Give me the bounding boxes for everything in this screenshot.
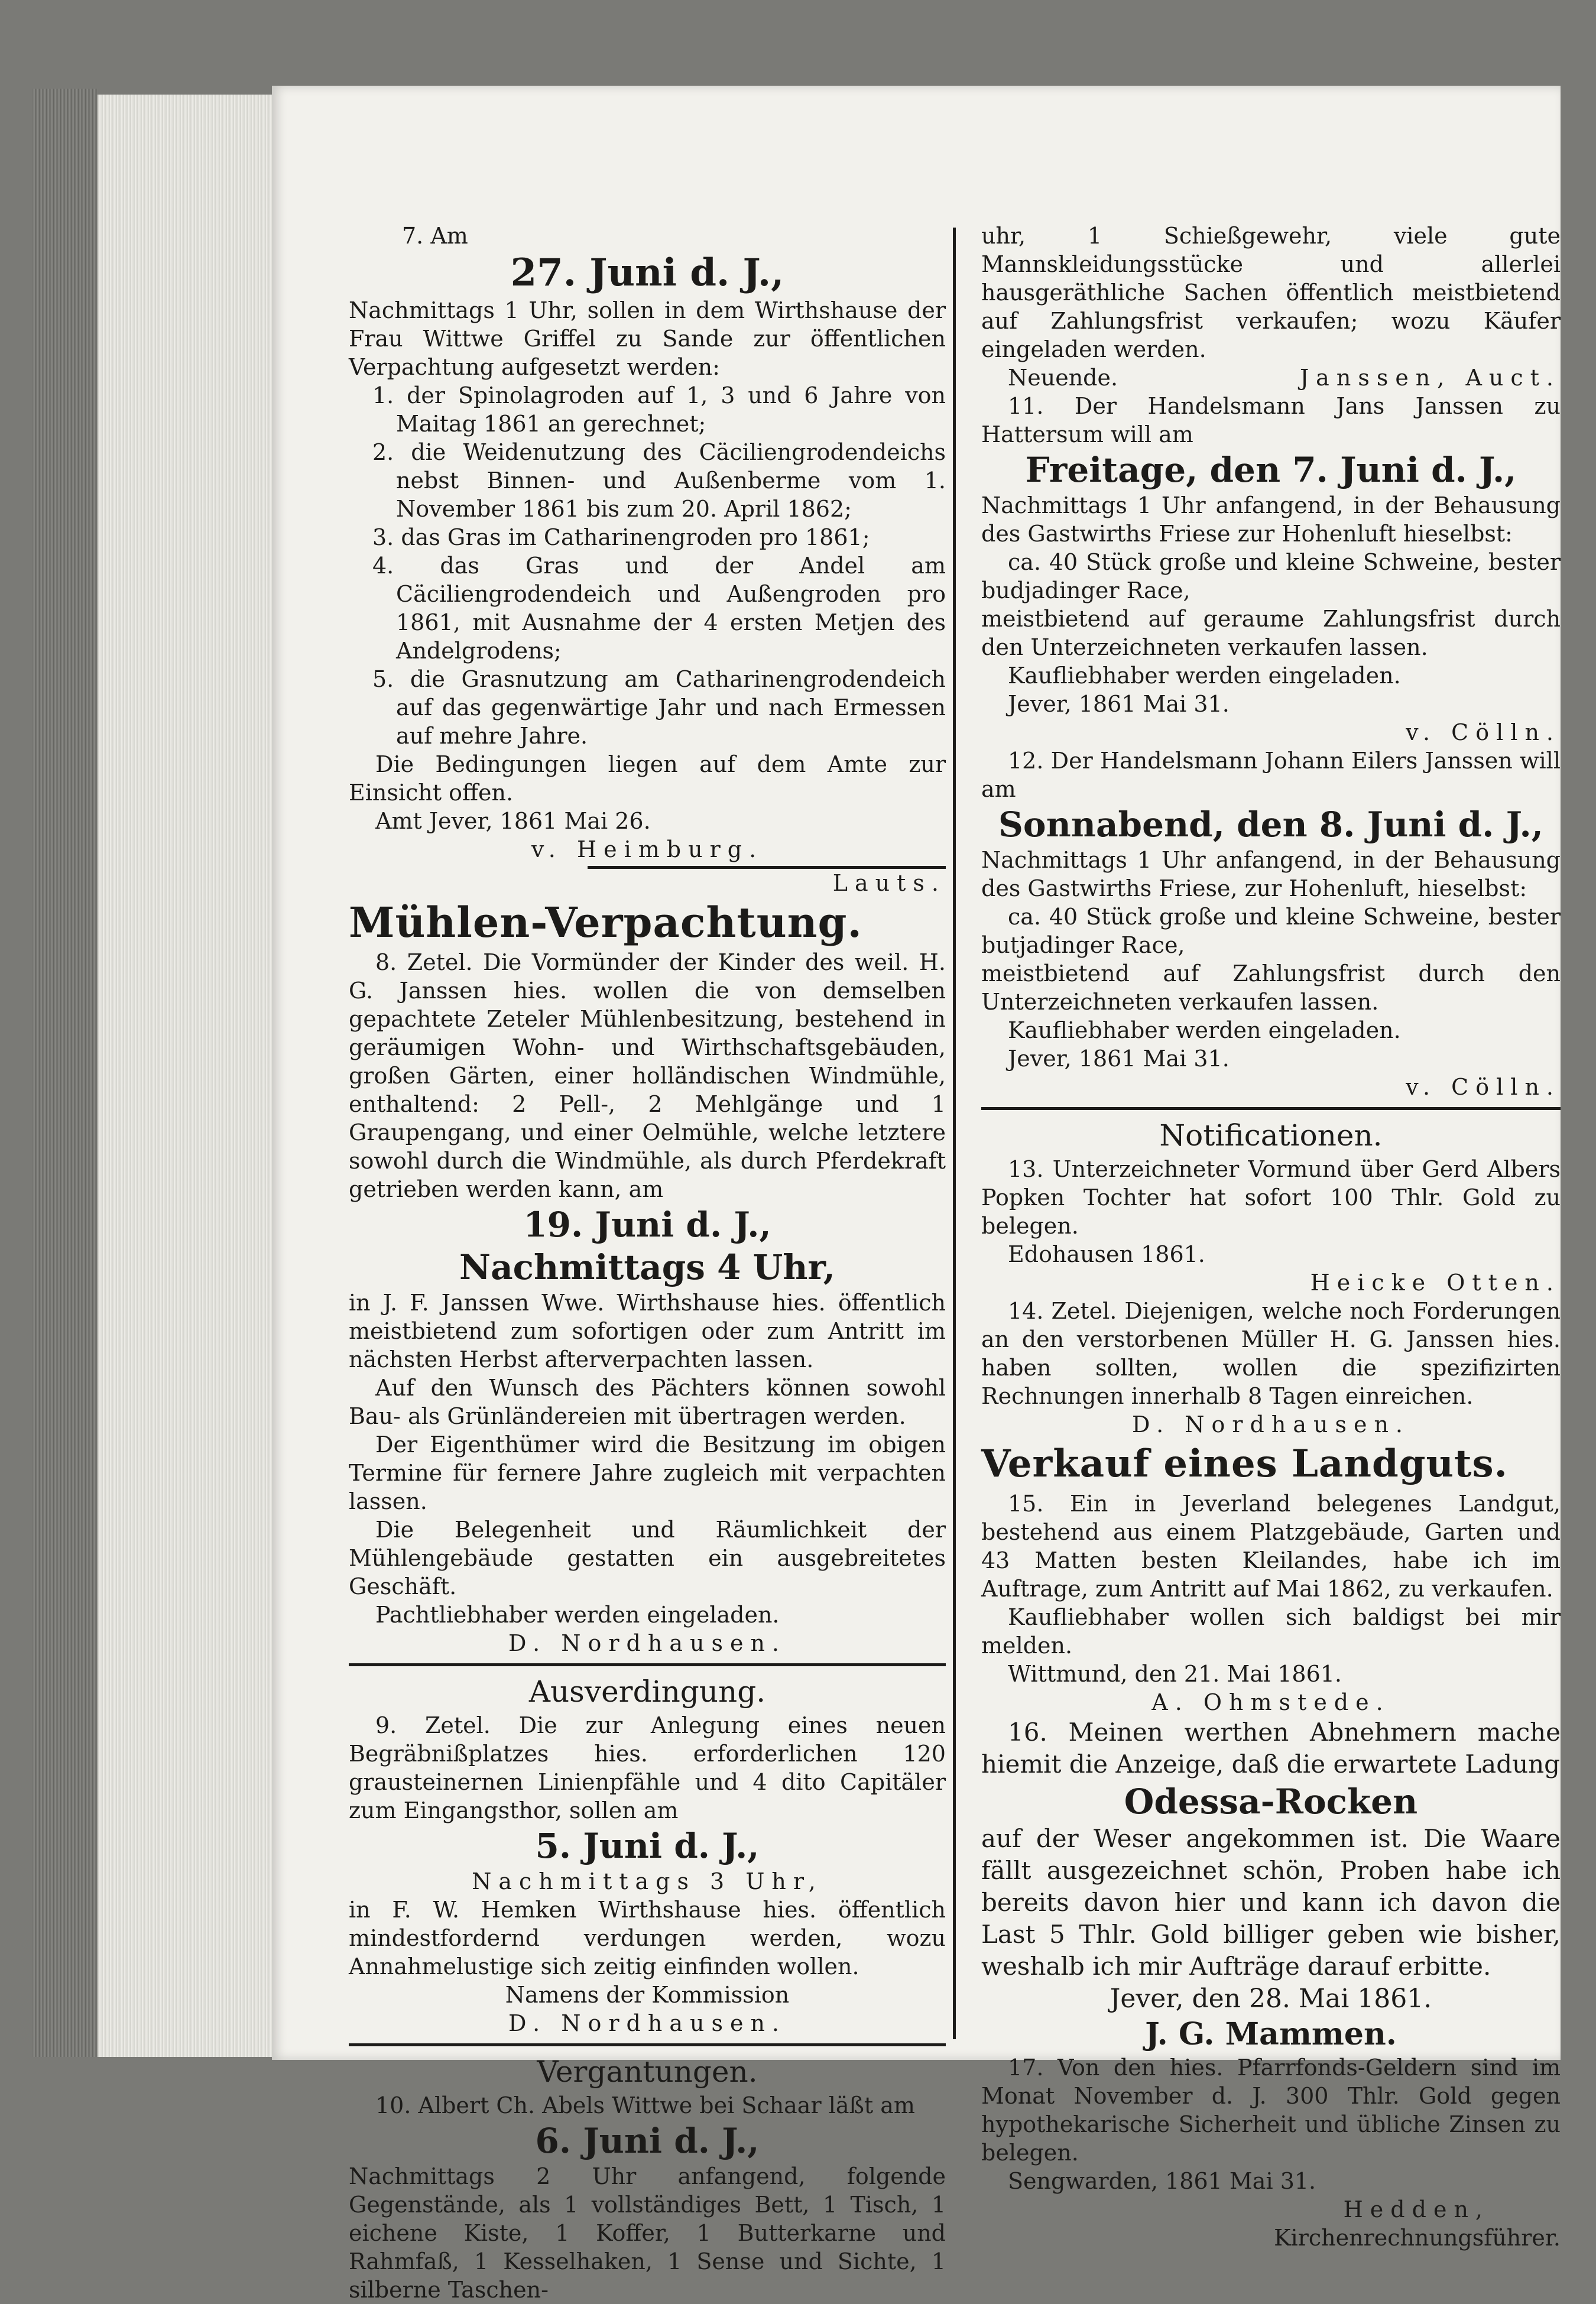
notice-10-date: 6. Juni d. J., bbox=[535, 2121, 760, 2161]
notice-16-signature: J. G. Mammen. bbox=[1145, 2016, 1397, 2052]
notice-12-text: meistbietend auf Zahlungsfrist durch den Unterzeichneten verkaufen lassen. bbox=[981, 960, 1561, 1015]
notice-13-place: Edohausen 1861. bbox=[1008, 1241, 1205, 1267]
notice-8-signature: D. Nordhausen. bbox=[508, 1630, 787, 1656]
notice-7-number: 7. Am bbox=[402, 223, 468, 249]
notice-7-item: 4. das Gras und der Andel am Cäciliengrodendeich und Außengroden pro 1861, mit Ausnahme der 4 ersten Metjen des Andelgrodens; bbox=[372, 553, 946, 664]
notice-11-item: ca. 40 Stück große und kleine Schweine, bester budjadinger Race, bbox=[981, 549, 1561, 603]
notice-15-place: Wittmund, den 21. Mai 1861. bbox=[1008, 1661, 1342, 1687]
notice-11-text: Kaufliebhaber werden eingeladen. bbox=[1008, 663, 1401, 689]
notice-7-item: 3. das Gras im Catharinengroden pro 1861; bbox=[372, 524, 870, 550]
book-cover bbox=[33, 89, 98, 2057]
notice-7-place: Amt Jever, 1861 Mai 26. bbox=[375, 808, 651, 834]
notice-9-heading: Ausverdingung. bbox=[528, 1675, 766, 1709]
left-column bbox=[349, 222, 946, 2304]
notice-7-item: 2. die Weidenutzung des Cäciliengrodendeichs nebst Binnen- und Außenberme vom 1. November 1861 bis zum 20. April 1862; bbox=[372, 439, 946, 522]
notice-11-place: Jever, 1861 Mai 31. bbox=[1008, 691, 1230, 717]
divider bbox=[981, 1107, 1561, 1110]
notice-9-signature: Namens der Kommission bbox=[505, 1982, 790, 2008]
notice-14-text: 14. Zetel. Diejenigen, welche noch Forderungen an den verstorbenen Müller H. G. Janssen hies. haben sollten, wollen die spezifizirten Rechnungen innerhalb 8 Tagen einreichen. bbox=[981, 1298, 1561, 1409]
notice-8-heading: Mühlen-Verpachtung. bbox=[349, 898, 862, 947]
notice-8-text: Die Belegenheit und Räumlichkeit der Mühlengebäude gestatten ein ausgebreitetes Geschäft. bbox=[349, 1517, 946, 1599]
notice-15-signature: A. Ohmstede. bbox=[1151, 1689, 1390, 1715]
notice-16-text: 16. Meinen werthen Abnehmern mache hiemit die Anzeige, daß die erwartete Ladung bbox=[981, 1718, 1561, 1779]
notice-8-text: 8. Zetel. Die Vormünder der Kinder des weil. H. G. Janssen hies. wollen die von demselben gepachtete Zeteler Mühlenbesitzung, bestehend in geräumigen Wohn- und Wirthschaftsgebäuden, großen Gärten, einer holländischen Windmühle, enthaltend: 2 Pell-, 2 Mehlgänge und 1 Graupengang, und einer Oelmühle, welche letztere sowohl durch die Windmühle, als durch Pferdekraft getrieben werden kann, am bbox=[349, 949, 946, 1202]
notice-17-place: Sengwarden, 1861 Mai 31. bbox=[1008, 2168, 1316, 2194]
right-column bbox=[981, 222, 1561, 2252]
notice-8-text: Pachtliebhaber werden eingeladen. bbox=[375, 1602, 780, 1628]
notice-9-date: 5. Juni d. J., bbox=[535, 1826, 760, 1866]
notice-12-text: Kaufliebhaber werden eingeladen. bbox=[1008, 1017, 1401, 1043]
divider bbox=[349, 2043, 946, 2046]
notice-9-signature-2: D. Nordhausen. bbox=[508, 2010, 787, 2036]
notice-7-item: 1. der Spinolagroden auf 1, 3 und 6 Jahre von Maitag 1861 an gerechnet; bbox=[372, 382, 946, 437]
notice-10-place bbox=[981, 364, 1561, 392]
notice-12-signature: v. Cölln. bbox=[1406, 1074, 1561, 1100]
notice-11-text: 11. Der Handelsmann Jans Janssen zu Hattersum will am bbox=[981, 393, 1561, 447]
notice-13-text: 13. Unterzeichneter Vormund über Gerd Albers Popken Tochter hat sofort 100 Thlr. Gold zu belegen. bbox=[981, 1156, 1561, 1239]
notice-10-continued: uhr, 1 Schießgewehr, viele gute Mannskleidungsstücke und allerlei hausgeräthliche Sachen öffentlich meistbietend auf Zahlungsfrist verkaufen; wozu Käufer eingeladen werden. bbox=[981, 223, 1561, 362]
notice-11-signature: v. Cölln. bbox=[1406, 719, 1561, 745]
notice-10-heading: Vergantungen. bbox=[537, 2055, 758, 2089]
notice-14-signature: D. Nordhausen. bbox=[1131, 1411, 1410, 1437]
notice-12-text: 12. Der Handelsmann Johann Eilers Janssen will am bbox=[981, 748, 1561, 802]
divider bbox=[349, 1663, 946, 1666]
notice-11-text: Nachmittags 1 Uhr anfangend, in der Behausung des Gastwirths Friese zur Hohenluft hieselbst: bbox=[981, 492, 1561, 547]
column-divider bbox=[953, 228, 956, 2039]
notice-11-text: meistbietend auf geraume Zahlungsfrist durch den Unterzeichneten verkaufen lassen. bbox=[981, 606, 1561, 660]
notice-12-item: ca. 40 Stück große und kleine Schweine, bester butjadinger Race, bbox=[981, 904, 1561, 958]
notice-7-conditions: Die Bedingungen liegen auf dem Amte zur Einsicht offen. bbox=[349, 751, 946, 806]
notice-8-time: Nachmittags 4 Uhr, bbox=[459, 1247, 835, 1287]
notice-9-text: 9. Zetel. Die zur Anlegung eines neuen Begräbnißplatzes hies. erforderlichen 120 grausteinernen Linienpfähle und 4 dito Capitäler zum Eingangsthor, sollen am bbox=[349, 1712, 946, 1823]
notice-13-signature: Heicke Otten. bbox=[1310, 1270, 1561, 1296]
notice-8-text: in J. F. Janssen Wwe. Wirthshause hies. öffentlich meistbietend zum sofortigen oder zum Antritt im nächsten Herbst afterverpachten lassen. bbox=[349, 1290, 946, 1372]
notice-16-place: Jever, den 28. Mai 1861. bbox=[1110, 1984, 1432, 2014]
notice-9-time: Nachmittags 3 Uhr, bbox=[472, 1868, 823, 1894]
notice-7-signature-2: Lauts. bbox=[832, 870, 946, 896]
notice-8-date: 19. Juni d. J., bbox=[523, 1205, 771, 1245]
notice-12-place: Jever, 1861 Mai 31. bbox=[1008, 1046, 1230, 1072]
notice-17-signature-2: Kirchenrechnungsführer. bbox=[1274, 2225, 1561, 2251]
notice-10-signature: Janssen, Auct. bbox=[1299, 365, 1561, 391]
notice-17-signature: Hedden, bbox=[1343, 2196, 1490, 2222]
notice-10-text: Nachmittags 2 Uhr anfangend, folgende Gegenstände, als 1 vollständiges Bett, 1 Tisch, 1 eichene Kiste, 1 Koffer, 1 Butterkarne und Rahmfaß, 1 Kesselhaken, 1 Sense und Sichte, 1 silberne Taschen- bbox=[349, 2163, 946, 2303]
notice-7-item: 5. die Grasnutzung am Catharinengrodendeich auf das gegenwärtige Jahr und nach Ermessen auf mehre Jahre. bbox=[372, 666, 946, 749]
notice-16-product: Odessa-Rocken bbox=[1124, 1781, 1418, 1822]
notice-15-text: Kaufliebhaber wollen sich baldigst bei mir melden. bbox=[981, 1604, 1561, 1659]
notice-7-signature: v. Heimburg. bbox=[531, 836, 764, 862]
notice-15-heading: Verkauf eines Landguts. bbox=[981, 1442, 1508, 1486]
notice-7-date: 27. Juni d. J., bbox=[510, 251, 784, 295]
notice-12-date: Sonnabend, den 8. Juni d. J., bbox=[998, 804, 1543, 845]
notice-8-text: Auf den Wunsch des Pächters können sowohl Bau- als Grünländereien mit übertragen werden. bbox=[349, 1375, 946, 1429]
notice-10-place-text: Neuende. bbox=[1008, 365, 1118, 391]
notice-12-text: Nachmittags 1 Uhr anfangend, in der Behausung des Gastwirths Friese, zur Hohenluft, hieselbst: bbox=[981, 847, 1561, 901]
notice-17-text: 17. Von den hies. Pfarrfonds-Geldern sind im Monat November d. J. 300 Thlr. Gold gegen hypothekarische Sicherheit und übliche Zinsen zu belegen. bbox=[981, 2055, 1561, 2166]
notice-16-text: auf der Weser angekommen ist. Die Waare fällt ausgezeichnet schön, Proben habe ich bereits davon hier und kann ich davon die Last 5 Thlr. Gold billiger geben wie bisher, weshalb ich mir Aufträge darauf erbitte. bbox=[981, 1824, 1561, 1981]
notice-15-text: 15. Ein in Jeverland belegenes Landgut, bestehend aus einem Platzgebäude, Garten und 43 Matten besten Kleilandes, habe ich im Auftrage, zum Antritt auf Mai 1862, zu verkaufen. bbox=[981, 1491, 1561, 1602]
notice-8-text: Der Eigenthümer wird die Besitzung im obigen Termine für fernere Jahre zugleich mit verpachten lassen. bbox=[349, 1432, 946, 1514]
page-edges bbox=[98, 95, 275, 2057]
notice-7-text: Nachmittags 1 Uhr, sollen in dem Wirthshause der Frau Wittwe Griffel zu Sande zur öffentlichen Verpachtung aufgesetzt werden: bbox=[349, 297, 946, 380]
notice-10-text: 10. Albert Ch. Abels Wittwe bei Schaar läßt am bbox=[375, 2092, 915, 2118]
notice-9-text: in F. W. Hemken Wirthshause hies. öffentlich mindestfordernd verdungen werden, wozu Annahmelustige sich zeitig einfinden wollen. bbox=[349, 1897, 946, 1980]
notice-11-date: Freitage, den 7. Juni d. J., bbox=[1025, 450, 1517, 490]
notice-13-heading: Notificationen. bbox=[1159, 1118, 1383, 1153]
